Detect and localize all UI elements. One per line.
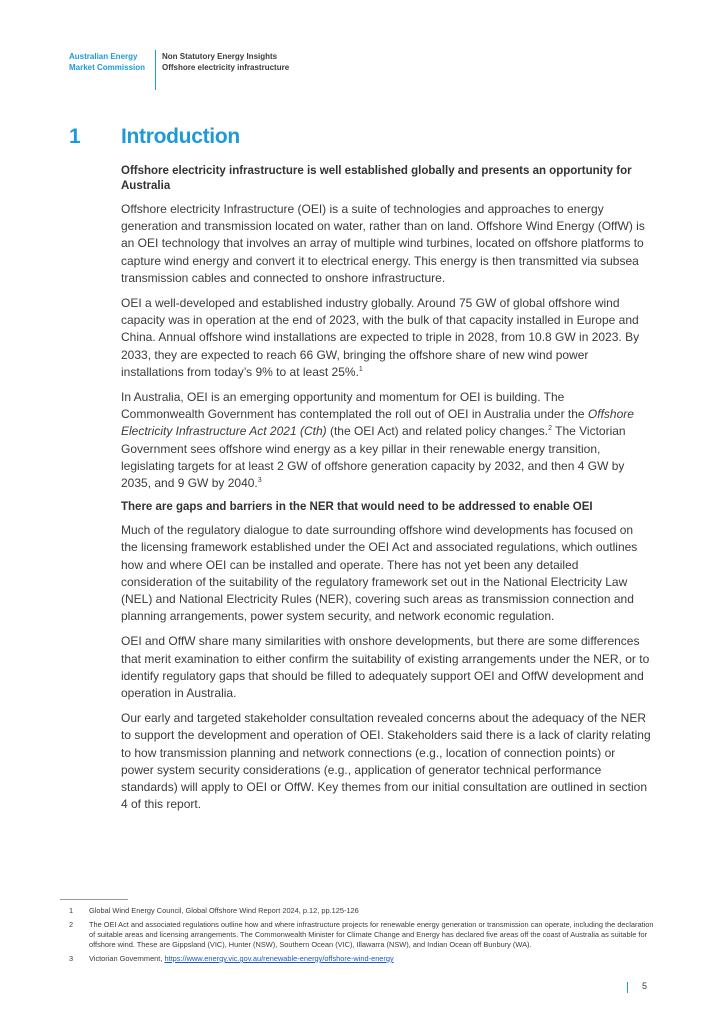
footnote-link[interactable]: https://www.energy.vic.gov.au/renewable-energy/offshore-wind-energy (164, 954, 394, 963)
paragraph-oei-definition: Offshore electricity Infrastructure (OEI) is a suite of technologies and approaches to energy generation and transmission located on water, rather than on land. Offshore Wind Energy (OffW) is an OEI technology that involves an array of multiple wind turbines, located on offshore platforms to capture wind energy and convert it to electrical energy. This energy is then transmitted via subsea transmission cables and connected to onshore infrastructure. (121, 202, 645, 285)
footnote-text (89, 954, 659, 964)
org-name-line2: Market Commission (69, 63, 146, 72)
footnote-number: 3 (69, 954, 74, 963)
paragraph-australia-text-c: The Victorian Government sees offshore wind energy as a key pillar in their renewable energy transition, legislating targets for at least 2 GW of offshore generation capacity by 2032, and then 4 GW by 2035, and 9 GW by 2040. (121, 424, 626, 491)
section-title: Introduction (121, 125, 240, 148)
footnote-ref-3[interactable]: 3 (257, 477, 262, 485)
footnote-ref-2[interactable]: 2 (548, 425, 552, 433)
subheading-ner-gaps: There are gaps and barriers in the NER that would need to be addressed to enable OEI (121, 501, 593, 514)
header-document (162, 51, 289, 73)
header-divider (155, 50, 156, 90)
paragraph-global-text: OEI a well-developed and established industry globally. Around 75 GW of global offshore wind capacity was in operation at the end of 2023, with the bulk of that capacity installed in Europe and China. Annual offshore wind installations are expected to triple in 2028, from 10.8 GW in 2023. By 2033, they are expected to reach 66 GW, bringing the offshore share of new wind power installations from today’s 9% to at least 25%. (121, 296, 640, 379)
footnote-source: Victorian Government, (89, 954, 165, 963)
footnote-divider (60, 899, 128, 900)
doc-report-title: Offshore electricity infrastructure (162, 63, 290, 72)
footnote-number: 1 (69, 906, 74, 915)
page-number: 5 (642, 981, 648, 991)
paragraph-similarities: OEI and OffW share many similarities with onshore developments, but there are some differences that merit examination to either confirm the suitability of existing arrangements under the NER, or to identify regulatory gaps that should be filled to adequately support OEI and OffW development and operation in Australia. (121, 634, 650, 701)
paragraph-regulatory-dialogue: Much of the regulatory dialogue to date surrounding offshore wind developments has focused on the licensing framework established under the OEI Act and associated regulations, which outlines how and where OEI can be installed and operate. There has not yet been any detailed consideration of the suitability of the regulatory framework set out in the National Electricity Law (NEL) and National Electricity Rules (NER), covering such areas as transmission connection and planning arrangements, power system security, and network economic regulation. (121, 523, 638, 624)
org-name-line1: Australian Energy (69, 52, 138, 61)
footnote-text: Global Wind Energy Council, Global Offshore Wind Report 2024, p.12, pp.125-126 (89, 906, 359, 915)
footnote (69, 920, 659, 950)
footnote (69, 954, 659, 964)
footnote-ref-1[interactable]: 1 (358, 365, 363, 373)
footnote-number: 2 (69, 920, 74, 929)
header-organisation (69, 51, 153, 73)
paragraph-global-industry (121, 295, 651, 381)
paragraph-consultation: Our early and targeted stakeholder consultation revealed concerns about the adequacy of the NER to support the development and operation of OEI. Stakeholders said there is a lack of clarity relating to how transmission planning and network connections (e.g., location of connection points) or power system security considerations (e.g., application of generator technical performance standards) will apply to OEI or OffW. Key themes from our initial consultation are outlined in section 4 of this report. (121, 711, 651, 812)
main-content (121, 164, 651, 822)
paragraph-australia-text-a: In Australia, OEI is an emerging opportunity and momentum for OEI is building. The Commonwealth Government has contemplated the roll out of OEI in Australia under the (121, 390, 588, 422)
section-number: 1 (69, 125, 81, 148)
subheading-offshore-established: Offshore electricity infrastructure is well established globally and presents an opportunity for Australia (121, 165, 632, 192)
doc-series-title: Non Statutory Energy Insights (162, 52, 278, 61)
paragraph-australia-text-b: (the OEI Act) and related policy changes. (326, 424, 549, 439)
paragraph-australia (121, 389, 651, 492)
footnote-text: The OEI Act and associated regulations outline how and where infrastructure projects for renewable energy generation or transmission can operate, including the declaration of suitable areas and licensing arrangements. The Commonwealth Minister for Climate Change and Energy has declared five areas off the coast of Australia as suitable for offshore wind. These are Gippsland (VIC), Hunter (NSW), Southern Ocean (VIC), Illawarra (NSW), and Indian Ocean off Bunbury (WA). (89, 920, 654, 949)
footnotes (69, 906, 659, 968)
act-title: Offshore Electricity Infrastructure Act 2021 (Cth) (121, 407, 634, 439)
page-number-bar (627, 982, 628, 993)
footnote (69, 906, 659, 916)
